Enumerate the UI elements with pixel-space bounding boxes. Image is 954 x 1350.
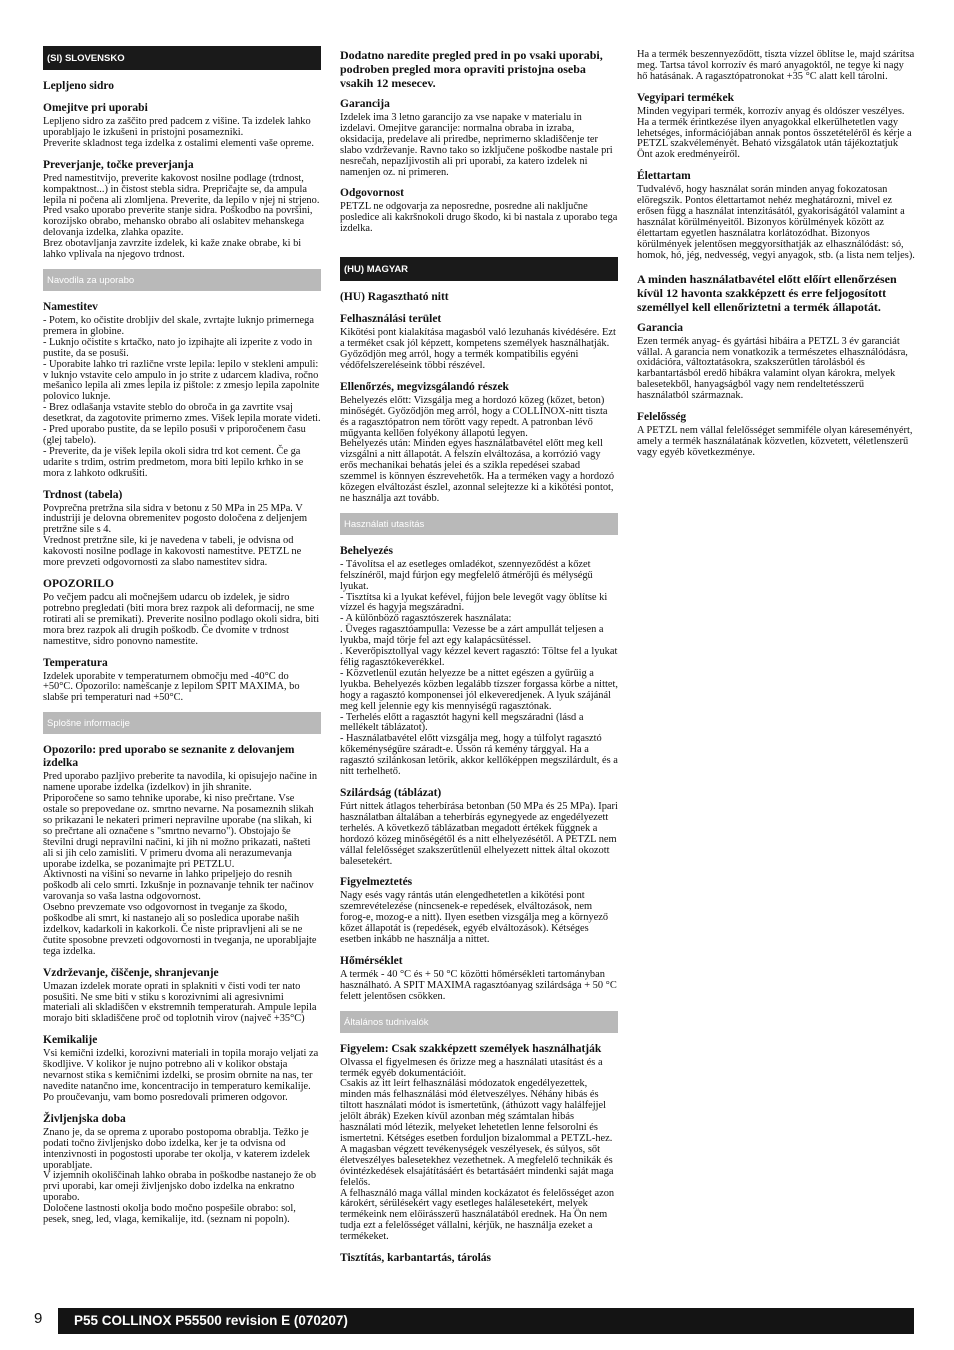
section-text: Pred namestitvijo, preverite kakovost nosilne podlage (trdnost, kompaktnost...) in čistost stebla sidra. Prepričajte se, da ampula lepila ni počena ali zlomljena. Preverite, da lepilo v njej ni strjeno. Pred vsako uporabo preverite stanje sidra. Poškodbo na površini, korozijsko obrabo, mehansko obrabo ali oslabitev mehanskega delovanja izdelka, zlahka opazite. Brez obotavljanja zavrzite izdelek, ki kaže znake obrabe, ki bi lahko vplivala na njegovo trdnost. [43,172,320,261]
language-header-hu: (HU) MAGYAR [340,257,618,281]
section-text: Behelyezés előtt: Vizsgálja meg a hordozó közeg (kőzet, beton) minőségét. Győződjön meg arról, hogy a COLLINOX-nitt tiszta és a ragasztópatron nem törött vagy repedt. A patronban lévő műgyanta kellően folyékony állapotú legyen. Behelyezés után: Minden egyes használatbavétel előtt meg kell vizsgálni a nitt állapotát. A felszín elváltozása, a korrózió vagy erős mechanikai behatás jelei és a szikla repedései szabad szemmel is könnyen észrevehetők. Ha a terméken vagy a hordozó közegen elváltozást észlel, azonnal selejtezze ki a kikötési pontot, ne használja azt tovább. [340,394,615,504]
section-heading: Vegyipari termékek [637,91,734,104]
section-heading: Namestitev [43,300,98,313]
footer-text: P55 COLLINOX P55500 revision E (070207) [74,1313,348,1328]
section-text: - Potem, ko očistite drobljiv del skale, zvrtajte luknjo primernega premera in globine. - Luknjo očistite s krtačko, nato jo izpihajte ali izperite z vodo in pustite, da se posuši. - Uporabite lahko tri različne vrste lepila: lepilo v stekleni ampuli: v luknjo vstavite celo ampulo in jo strite z udarcem kladiva, ročno mešanico lepila ali zmes lepila iz pištole: z zmesjo lepila zapolnite polovico luknje. - Brez odlašanja vstavite steblo do obroča in ga zavrtite vsaj desetkrat, da zagotovite primerno zmes. Višek lepila morate videti. - Pred uporabo pustite, da se lepilo posuši v priporočenem času (glej tabelo). - Preverite, da je višek lepila okoli sidra trd kot cement. Če ga udarite s trdim, ostrim predmetom, mora biti lepilo krhko in se mora z lahkoto odkrušiti. [43,314,321,479]
section-heading: OPOZORILO [43,578,114,590]
footer-bar [58,1308,914,1334]
section-heading: Élettartam [637,170,691,183]
section-heading: Figyelem: Csak szakképzett személyek használhatják [340,1042,602,1055]
page-number: 9 [34,1310,43,1327]
section-text: A termék - 40 °C és + 50 °C közötti hőmérsékleti tartományban használható. A SPIT MAXIMA ragasztóanyag szilárdsága + 50 °C felett jelentősen csökken. [340,968,617,1002]
section-text: Izdelek uporabite v temperaturnem območju med -40°C do +50°C. Opozorilo: namešcanje z lepilom SPIT MAXIMA, bo slabše pri temperaturi nad +50°C. [43,670,300,704]
section-bar: Általános tudnivalók [340,1011,618,1033]
section-heading: Ellenőrzés, megvizsgálandó részek [340,380,509,393]
inspection-notice-si: Dodatno naredite pregled pred in po vsaki uporabi, podroben pregled mora opraviti pristojna oseba vsakih 12 mesecev. [340,48,603,90]
section-text: Lepljeno sidro za zaščito pred padcem z višine. Ta izdelek lahko uporabljajo le izkušeni in pristojni posamezniki. Preverite skladnost tega izdelka z ostalimi elementi vaše opreme. [43,116,314,149]
section-text: Povprečna pretržna sila sidra v betonu z 50 MPa in 25 MPa. V industriji je delovna obremenitev pogosto določena z deljenjem pretržne sile s 4. Vrednost pretržne sile, ki je navedena v tabeli, je odvisna od kakovosti nosilne podlage in kakovosti namestitve. PETZL ne more prevzeti odgovornosti za slabo namestitev sidra. [43,502,308,569]
section-heading: Omejitve pri uporabi [43,102,148,114]
section-text: Izdelek ima 3 letno garancijo za vse napake v materialu in izdelavi. Omejitve garancije: normalna obraba in izraba, oksidacija, predelave ali priredbe, neprimerno skladiščenje ter slabo vzdrževanje. Ravno tako so izključene poškodbe nastale pri nesrečah, nepazljivostih ali pri uporabi, za katero izdelek ni namenjen oz. ni primeren. [340,112,613,178]
column-slovensko [43,46,321,1226]
section-heading: Felhasználási terület [340,313,442,326]
section-heading: Figyelmeztetés [340,876,413,889]
section-text: Kikötési pont kialakítása magasból való lezuhanás kivédésére. Ezt a terméket csak jól képzett, kompetens személyek használhatják. Győződjön meg arról, hogy a termék kompatibilis egyéni védőfelszereléseink többi részével. [340,327,616,371]
product-title-si: Lepljeno sidro [43,80,115,92]
inspection-notice-hu: A minden használatbavétel előtt előírt ellenőrzésen kívül 12 havonta szakképzett és erre feljogosított személlyel kell ellenőriztetni a termék állapotát. [637,271,897,314]
column-right [637,50,915,459]
section-bar: Navodila za uporabo [43,269,321,291]
section-heading: Felelősség [637,411,687,424]
section-heading: Vzdrževanje, čiščenje, shranjevanje [43,966,219,979]
section-text: Fúrt nittek átlagos teherbírása betonban (50 MPa és 25 MPa). Ipari használatban általában a teherbírás egynegyede az engedélyezett terhelés. A következő táblázatban megadott értékek függnek a hordozó közeg minőségétől és a nitt elhelyezésétől. A PETZL nem vállal felelősséget szakszerűtlenül elhelyezett nittek által okozott balesetekért. [340,800,618,867]
section-text: - Távolítsa el az esetleges omladékot, szennyeződést a kőzet felszínéről, majd fúrjon egy megfelelő átmérőjű és mélységű lyukat. - Tisztítsa ki a lyukat kefével, fújjon bele levegőt vagy öblítse ki vízzel és hagyja megszáradni. - A különböző ragasztószerek használata: . Üveges ragasztóampulla: Vezesse be a zárt ampullát teljesen a lyukba, majd törje fel azt egy kalapácsütéssel. . Keverőpisztollyal vagy kézzel kevert ragasztó: Töltse fel a lyukat félig ragasztókeverékkel. - Közvetlenül ezután helyezze be a nittet egészen a gyűrűig a lyukba. Behelyezés közben legalább tízszer forgassa körbe a nittet, hogy a ragasztó komponensei jól elkeveredjenek. A lyuk szájánál meg kell jelennie egy kis mennyiségű ragasztónak. - Terhelés előtt a ragasztót hagyni kell megszáradni (lásd a mellékelt táblázatot). - Használatbavétel előtt vizsgálja meg, hogy a túlfolyt ragasztó kőkeménységűre száradt-e. Ússön rá kemény tárggyal. Ha a ragasztó szilánkosan letörik, akkor kellőképpen megszilárdult, és a nitt terhelhető. [340,558,618,778]
section-text: Znano je, da se oprema z uporabo postopoma obrablja. Težko je podati točno življenjsko dobo izdelka, ker je ta odvisna od intenzivnosti in pogostosti uporabe ter okolja, v katerem izdelek uporabljate. V izjemnih okoliščinah lahko obraba in poškodbe nastanejo že ob prvi uporabi, kar omeji življenjsko dobo izdelka na enkratno uporabo. Določene lastnosti okolja bodo močno pospešile obrabo: sol, pesek, sneg, led, vlaga, kemikalije, itd. (seznam ni popoln). [43,1126,317,1226]
section-heading: Szilárdság (táblázat) [340,786,442,799]
product-title-hu: (HU) Ragasztható nitt [340,291,449,304]
section-text: PETZL ne odgovarja za neposredne, posredne ali naključne posledice ali kakršnokoli drugo škodo, ki bi nastala z uporabo tega izdelka. [340,201,618,235]
section-heading: Tisztítás, karbantartás, tárolás [340,1252,491,1265]
section-heading: Garancia [637,321,683,334]
section-text: Umazan izdelek morate oprati in splakniti v čisti vodi ter nato posušiti. Ne sme biti v stiku s korozivnimi ali agresivnimi materiali ali skladiščen v ekstremnih temperaturah. Ampule lepila morajo biti skladiščene proč od toplotnih virov (največ +35°C) [43,980,317,1025]
section-heading: Trdnost (tabela) [43,488,123,501]
section-heading: Temperatura [43,656,108,669]
section-text: Ezen termék anyag- és gyártási hibáira a PETZL 3 év garanciát vállal. A garancia nem vonatkozik a természetes elhasználódásra, oxidációra, változtatásokra, szakszerűtlen tárolásból és karbantartásból eredő hibákra valamint olyan károkra, melyek balesetekből, hanyagságból vagy nem rendeltetésszerű használatból származnak. [637,335,908,402]
section-bar: Használati utasítás [340,513,618,535]
column-middle [340,46,618,1267]
section-heading: Življenjska doba [43,1112,126,1125]
section-heading: Preverjanje, točke preverjanja [43,158,194,171]
section-heading: Kemikalije [43,1034,98,1047]
section-text: Nagy esés vagy rántás után elengedhetetlen a kikötési pont szemrevételezése (nincsenek-e repedések, elváltozások, nem forog-e, mozog-e a nitt). Ilyen esetben vizsgálja meg a környező kőzet állapotát is (repedések, egyéb elváltozások). Kétséges esetben inkább ne használja a nittet. [340,890,609,946]
section-heading: Odgovornost [340,187,404,200]
section-heading: Garancija [340,98,390,110]
section-text: Vsi kemični izdelki, korozivni materiali in topila morajo veljati za škodljive. V kolikor je nujno potrebno ali v kolikor obstaja nevarnost stika s kemičnimi izdelki, se prosim obrnite na nas, ter navedite natančno ime, koncentracijo in temperaturo kemikalije. Po proučevanju, vam bomo posredovali primeren odgovor. [43,1048,319,1103]
section-heading: Opozorilo: pred uporabo se seznanite z delovanjem izdelka [43,744,295,770]
section-text: Pred uporabo pazljivo preberite ta navodila, ki opisujejo načine in namene uporabe izdelka (izdelkov) in jih shranite. Priporočene so samo tehnike uporabe, ki niso prečrtane. Vse ostale so prepovedane oz. smrtno nevarne. Na posameznih slikah so prikazani le nekateri primeri nepravilne uporabe (na slikah, ki so prečrtane ali označene s "smrtno nevarno"). Obstojajo še številni drugi nepravilni načini, ki jih ni možno prikazati, našteti ali si jih celo zamisliti. V primeru dvoma ali nerazumevanja uporabe izdelka, se pozanimajte pri PETZLU. Aktivnosti na višini so nevarne in lahko pripeljejo do resnih poškodb ali celo smrti. Izkušnje in poznavanje tehnik ter načinov varovanja so vaša lastna odgovornost. Osebno prevzemate vso odgovornost in tveganje za škodo, poškodbe ali smrt, ki nastanejo ali so posledica uporabe naših izdelkov, kadarkoli in kakorkoli. Če niste pripravljeni ali se ne čutite sposobne prevzeti odgovornosti in tveganja, ne uporabljajte tega izdelka. [43,771,318,957]
section-heading: Hőmérséklet [340,954,403,967]
section-text: Tudvalévő, hogy használat során minden anyag fokozatosan elöregszik. Pontos élettartamot nehéz meghatározni, mivel ez erősen függ a használat intenzitásától, gyakoriságától valamint a használat körülményeitől. Bizonyos körülmények között az élettartam egyetlen használatra korlátozódhat. Bizonyos körülmények jelentősen meggyorsíthatják az elhasználódást: só, homok, hó, jég, nedvesség, vegyi anyagok, stb. (a lista nem teljes). [637,184,915,261]
section-text: Ha a termék beszennyeződött, tiszta vízzel öblítse le, majd szárítsa meg. Tartsa távol korrozív és maró anyagoktól, ne tegye ki nagy hő hatásának. A ragasztópatronokat +35 °C alatt kell tárolni. [637,49,915,82]
section-text: A PETZL nem vállal felelősséget semmiféle olyan káreseményért, amely a termék használatának közvetlen, közvetett, véletlenszerű vagy egyéb következménye. [637,425,913,458]
section-heading: Behelyezés [340,544,394,557]
section-text: Minden vegyipari termék, korrozív anyag és oldószer veszélyes. Ha a termék érintkezése ilyen anyagokkal elkerülhetetlen vagy lehetséges, információjában annak pontos összetételéről és kérje a PETZL szakvéleményét. Beható vizsgálatok után tájékoztatjuk Önt azok eredményeiről. [637,105,912,161]
language-header-si: (SI) SLOVENSKO [43,46,321,70]
section-text: Olvassa el figyelmesen és őrizze meg a használati utasítást és a termék egyéb dokumentációit. Csakis az itt leírt felhasználási módozatok engedélyezettek, minden más felhasználási mód életveszélyes. Néhány hibás és tiltott használati módot is ismertetünk, (áthúzott vagy halálfejjel jelölt ábrák) Ezeken kívül azonban még számtalan hibás használati mód létezik, melyeket lehetetlen lenne felsorolni és ismertetni. Kétséges esetben forduljon bizalommal a PETZL-hez. A magasban végzett tevékenységek veszélyesek, és súlyos, sőt életveszélyes balesetekhez vezethetnek. A megfelelő technikák és óvintézkedések elsajátításáért és betartásáért mindenki saját maga felelős. A felhasználó maga vállal minden kockázatot és felelősséget azon károkért, sérülésekért vagy esetleges halálesetekért, melyek termékeink nem előirásszerű használatából erednek. Ha Ön nem tudja ezt a felelősséget vállalni, kérjük, ne használja ezeket a termékeket. [340,1056,615,1243]
section-bar: Splošne informacije [43,712,321,734]
section-text: Po večjem padcu ali močnejšem udarcu ob izdelek, je sidro potrebno pregledati (biti mora brez razpok ali deformacij, ne sme rotirati ali se premikati). Preverite nosilno podlago okoli sidra, biti mora brez razpok ali drugih poškodb. Če dvomite v trdnost namestitve, sidro ponovno namestite. [43,592,320,647]
